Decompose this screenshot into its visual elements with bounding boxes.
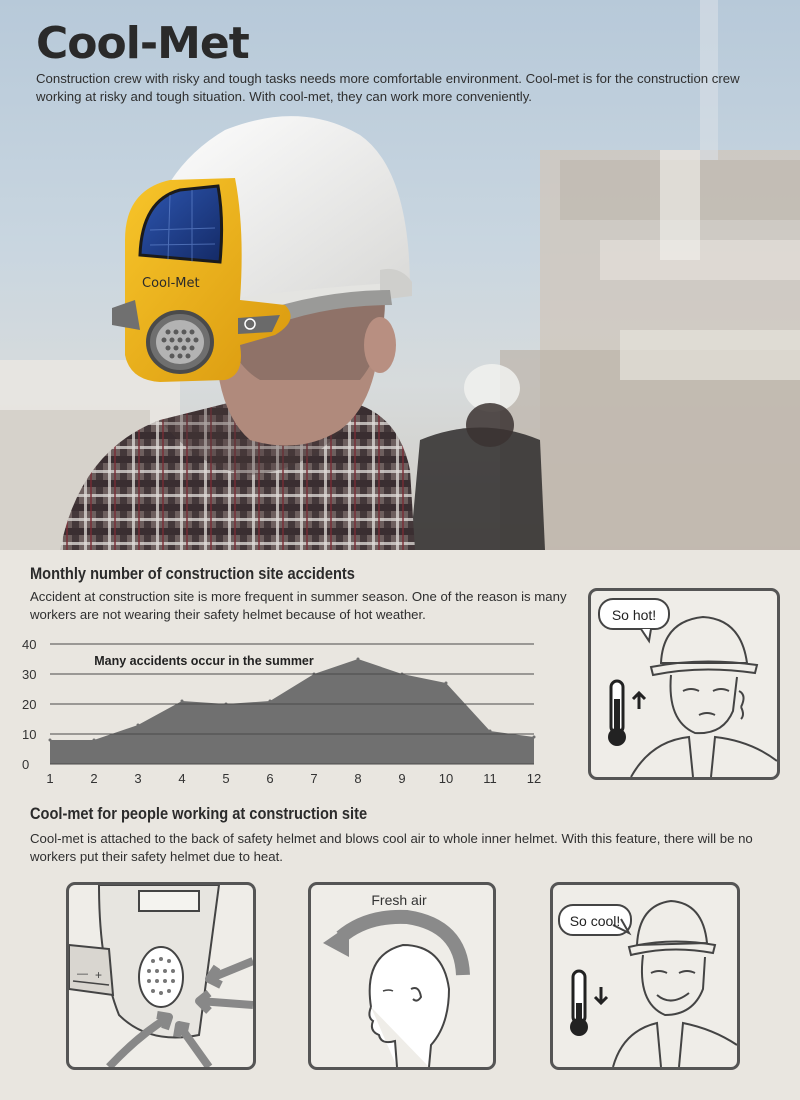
x-tick-label: 12 <box>526 771 542 786</box>
data-point-3 <box>137 724 140 727</box>
x-tick-label: 7 <box>310 771 318 786</box>
x-tick-label: 8 <box>354 771 362 786</box>
y-tick-label: 30 <box>22 667 37 682</box>
data-point-6 <box>269 700 272 703</box>
data-point-10 <box>445 682 448 685</box>
coolmet-text: Cool-met is attached to the back of safety helmet and blows cool air to whole inner helmet. With this feature, there will be no workers put their safety helmet due to heat. <box>30 831 753 864</box>
x-tick-label: 1 <box>46 771 54 786</box>
cool-bubble-text: So cool! <box>569 913 621 929</box>
x-tick-label: 4 <box>178 771 186 786</box>
device-airflow-illustration <box>69 885 253 1067</box>
data-point-4 <box>181 700 184 703</box>
y-tick-label: 0 <box>22 757 30 772</box>
panel-so-cool <box>550 882 740 1070</box>
x-tick-label: 5 <box>222 771 230 786</box>
coolmet-title: Cool-met for people working at construction site <box>30 804 368 823</box>
y-tick-label: 10 <box>22 727 37 742</box>
hero-description: Construction crew with risky and tough tasks needs more comfortable environment. Cool-met is for the construction crew working at risky and tough situation. With cool-met, they can work more conveniently. <box>36 71 740 104</box>
x-tick-label: 10 <box>438 771 454 786</box>
data-point-11 <box>489 730 492 733</box>
device-label: Cool-Met <box>142 276 200 291</box>
y-tick-label: 20 <box>22 697 37 712</box>
fresh-air-label: Fresh air <box>371 892 427 908</box>
x-tick-label: 3 <box>134 771 142 786</box>
hot-bubble-text: So hot! <box>611 607 657 623</box>
hot-worker-illustration <box>591 591 777 777</box>
minus-icon: — <box>77 968 88 980</box>
data-point-12 <box>533 736 536 739</box>
accidents-title: Monthly number of construction site accidents <box>30 564 355 583</box>
accidents-chart-svg <box>20 634 550 786</box>
plus-icon: + <box>95 968 103 982</box>
data-point-8 <box>357 658 360 661</box>
x-tick-label: 11 <box>483 771 497 786</box>
x-tick-label: 9 <box>398 771 406 786</box>
y-tick-label: 40 <box>22 637 37 652</box>
data-point-1 <box>49 739 52 742</box>
area-series <box>50 659 534 764</box>
panel-so-hot <box>588 588 780 780</box>
accidents-text: Accident at construction site is more frequent in summer season. One of the reason is many workers are not wearing their safety helmet because of hot weather. <box>30 589 567 622</box>
panel-fresh-air <box>308 882 496 1070</box>
panel-device <box>66 882 256 1070</box>
accidents-chart <box>20 634 550 786</box>
data-point-2 <box>93 739 96 742</box>
cool-worker-illustration <box>553 885 737 1067</box>
x-tick-label: 6 <box>266 771 274 786</box>
page-title: Cool-Met <box>36 18 249 69</box>
x-tick-label: 2 <box>90 771 98 786</box>
chart-annotation: Many accidents occur in the summer <box>94 654 314 668</box>
fresh-air-illustration <box>311 885 493 1067</box>
